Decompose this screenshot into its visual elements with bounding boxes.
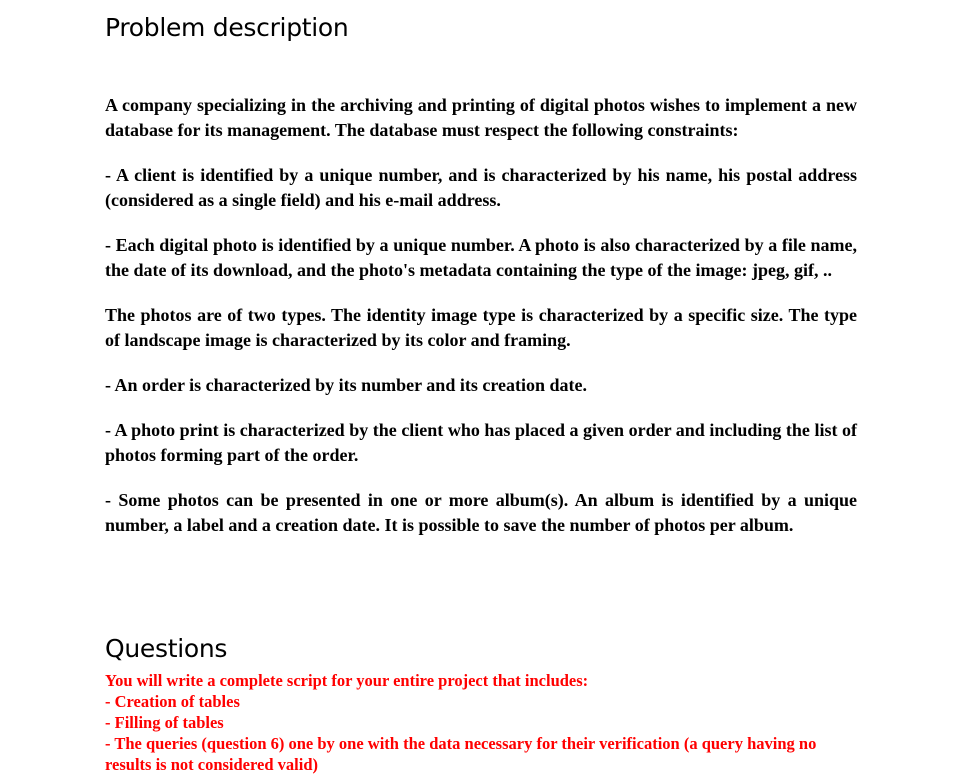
paragraph-order: - An order is characterized by its number and its creation date. [105, 375, 587, 395]
paragraph-intro: A company specializing in the archiving and printing of digital photos wishes to implement a new database for its management. The database must respect the following constraints: [105, 95, 857, 140]
question-item-queries: - The queries (question 6) one by one with the data necessary for their verification (a query having no results is not considered valid) [105, 734, 817, 774]
problem-description-body [105, 93, 857, 558]
paragraph-album: - Some photos can be presented in one or more album(s). An album is identified by a unique number, a label and a creation date. It is possible to save the number of photos per album. [105, 490, 857, 535]
paragraph-photo-print: - A photo print is characterized by the client who has placed a given order and including the list of photos forming part of the order. [105, 420, 857, 465]
paragraph-client: - A client is identified by a unique number, and is characterized by his name, his postal address (considered as a single field) and his e-mail address. [105, 165, 857, 210]
questions-intro: You will write a complete script for your entire project that includes: [105, 671, 589, 690]
paragraph-photo: - Each digital photo is identified by a unique number. A photo is also characterized by a file name, the date of its download, and the photo's metadata containing the type of the image: jpeg, gif, .. [105, 235, 857, 280]
problem-description-heading: Problem description [105, 13, 349, 42]
questions-list [105, 670, 857, 775]
questions-heading: Questions [105, 634, 228, 663]
question-item-create-tables: - Creation of tables [105, 692, 240, 711]
question-item-fill-tables: - Filling of tables [105, 713, 224, 732]
paragraph-photo-types: The photos are of two types. The identity image type is characterized by a specific size. The type of landscape image is characterized by its color and framing. [105, 305, 857, 350]
